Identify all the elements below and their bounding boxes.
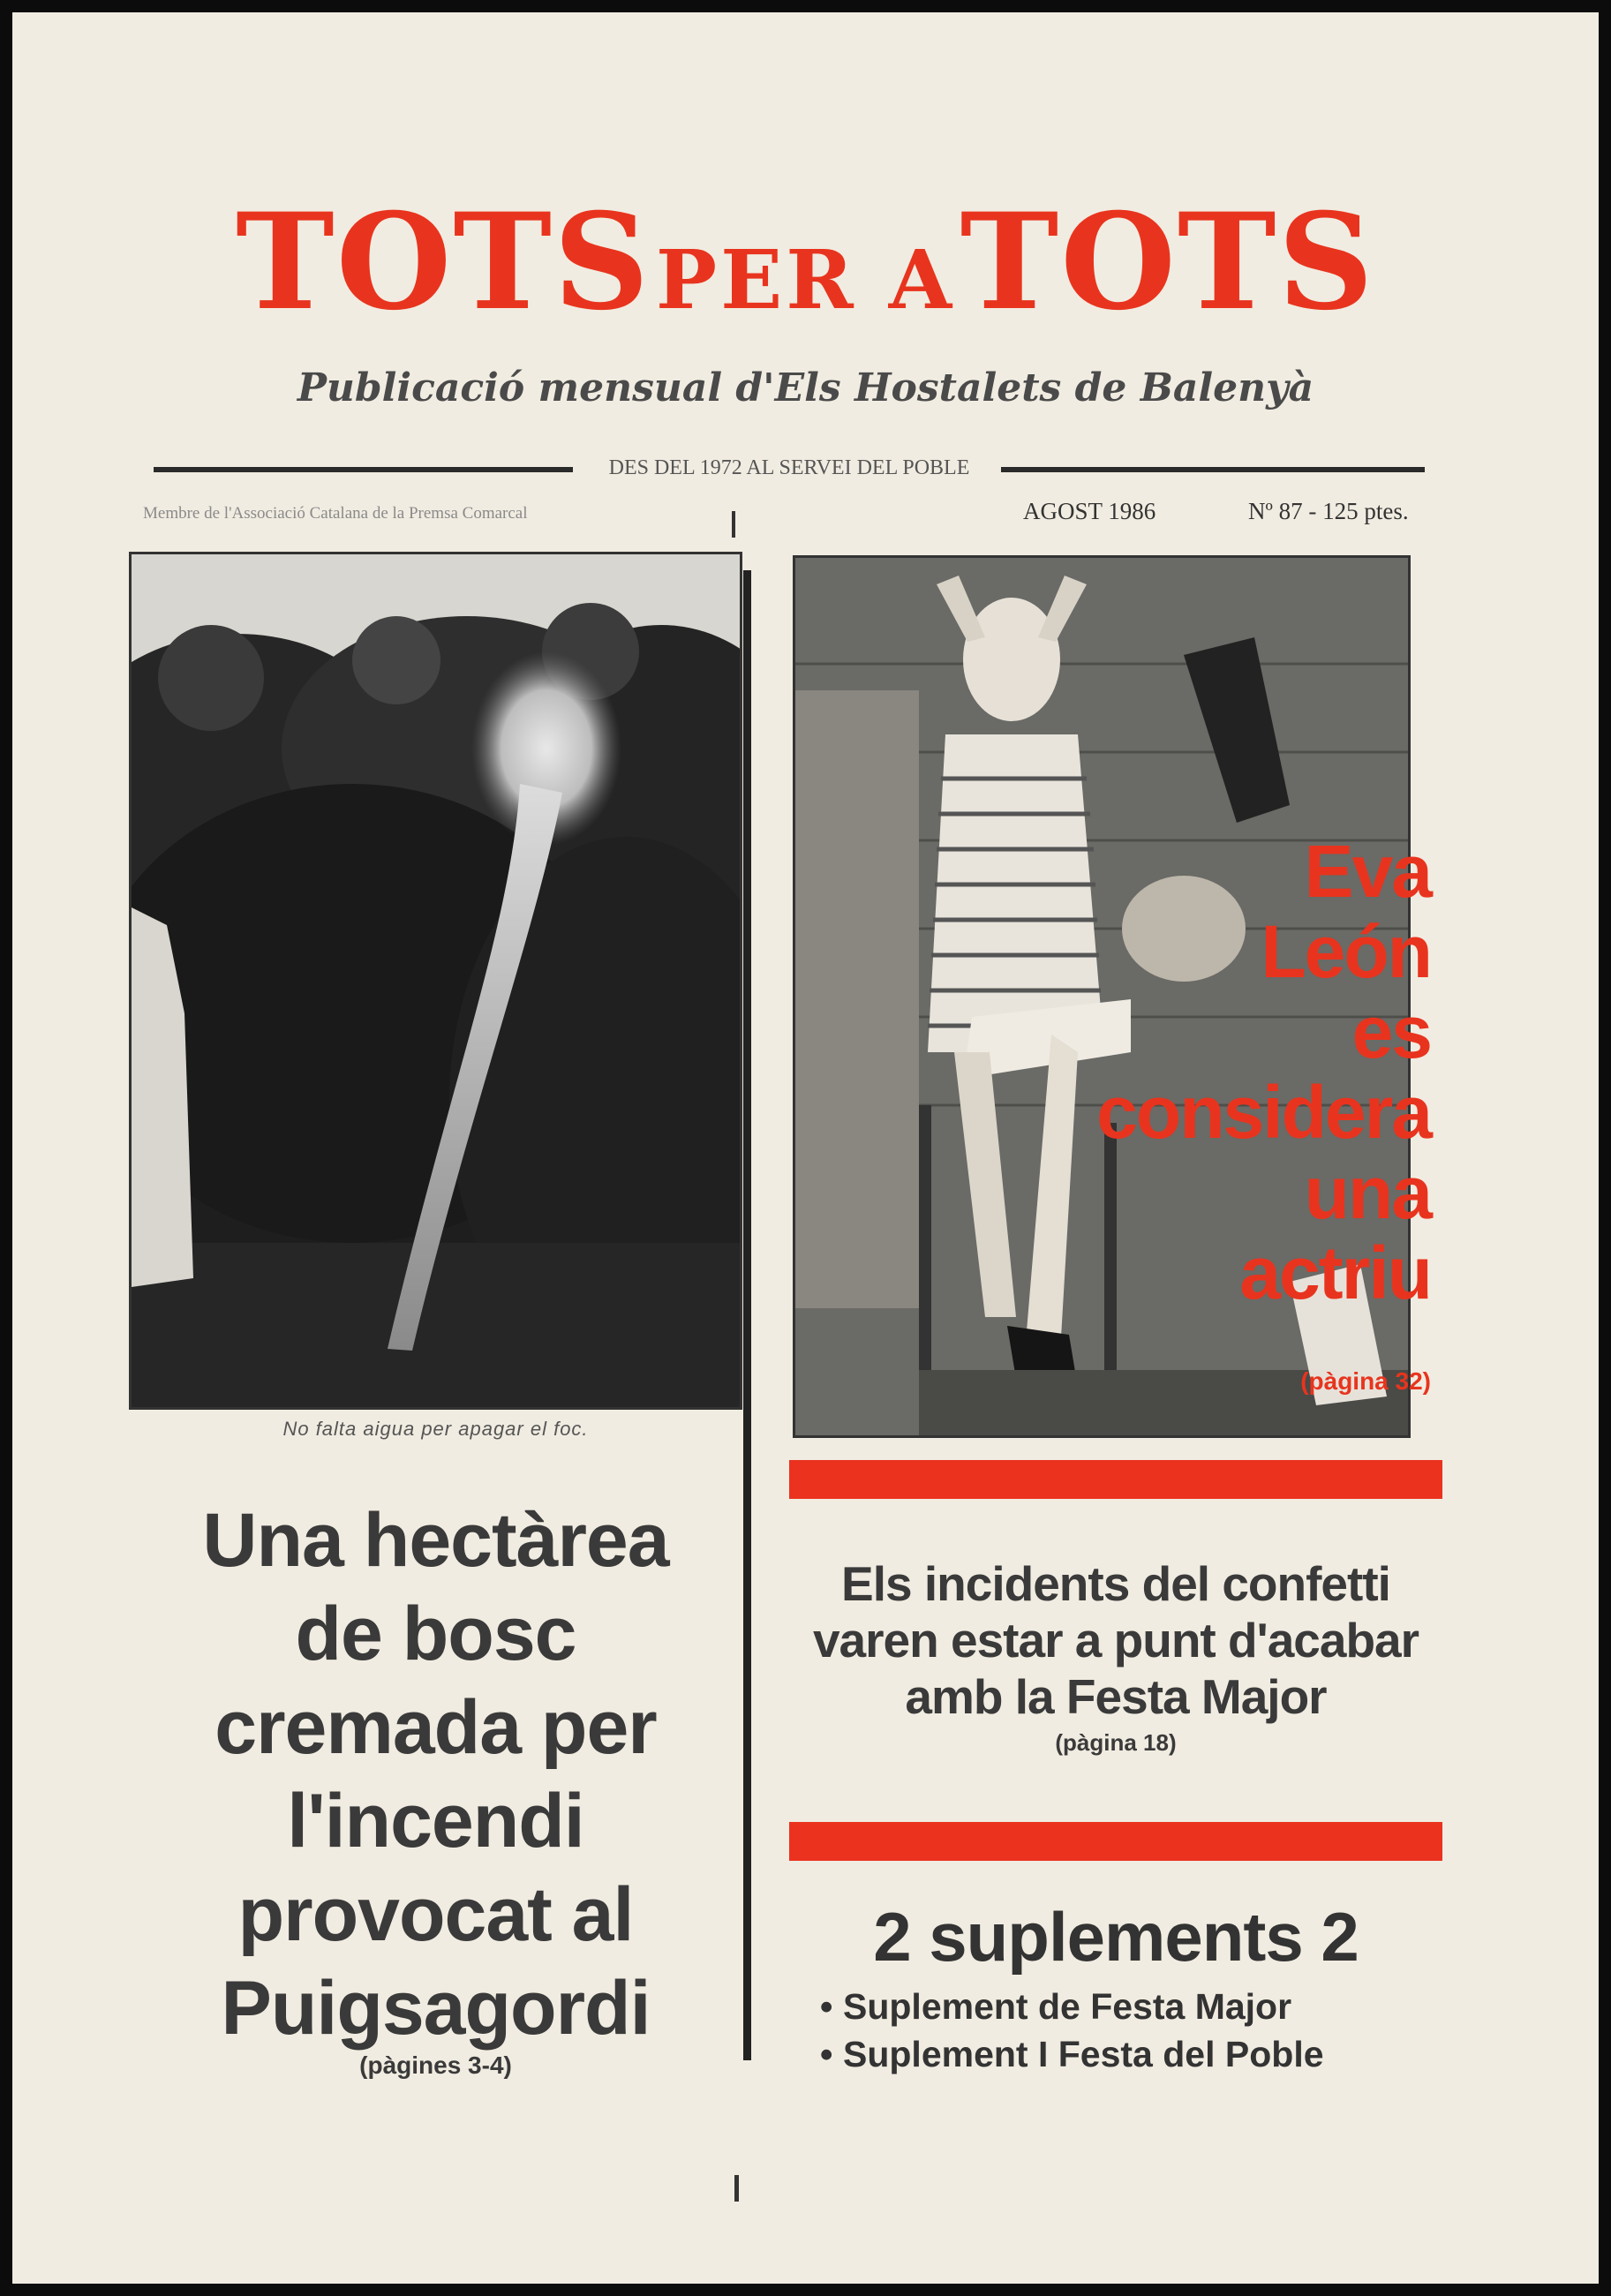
masthead-title	[12, 184, 1599, 340]
red-band-bottom	[789, 1822, 1442, 1861]
fire-photo-caption: No falta aigua per apagar el foc.	[282, 1418, 589, 1440]
fire-page-ref: (pàgines 3-4)	[359, 2051, 512, 2079]
newspaper-page	[12, 12, 1599, 2284]
fire-headline-line: Puigsagordi	[221, 1966, 651, 2051]
supplements-list	[820, 1983, 1324, 2078]
eva-line: es	[1351, 990, 1431, 1073]
footer-mark	[734, 2175, 739, 2202]
confetti-headline-line: varen estar a punt d'acabar	[812, 1613, 1419, 1667]
red-band-top	[789, 1460, 1442, 1499]
supplement-item-label: Suplement I Festa del Poble	[843, 2034, 1324, 2074]
confetti-headline-line: Els incidents del confetti	[841, 1556, 1390, 1611]
masthead-word-2: PER A	[655, 232, 956, 327]
eva-line: una	[1304, 1151, 1431, 1234]
fire-headline-line: l'incendi	[287, 1779, 584, 1863]
rule-left	[154, 467, 573, 472]
confetti-page-ref: (pàgina 18)	[1055, 1729, 1177, 1756]
eva-line: Eva	[1304, 830, 1431, 913]
fire-headline-line: cremada per	[215, 1685, 657, 1770]
fire-headline-line: provocat al	[237, 1872, 634, 1957]
eva-line: actriu	[1239, 1231, 1431, 1314]
column-tick	[732, 511, 735, 538]
supplement-item	[820, 2030, 1324, 2078]
supplements-title: 2 suplements 2	[873, 1898, 1359, 1976]
eva-line: considera	[1096, 1071, 1431, 1154]
fire-headline-line: Una hectàrea	[202, 1498, 669, 1583]
tagline-rule	[154, 456, 1425, 483]
issue-date: AGOST 1986	[1023, 498, 1156, 524]
rule-right	[1001, 467, 1425, 472]
issue-number-price: Nº 87 - 125 ptes.	[1248, 498, 1409, 524]
confetti-headline-line: amb la Festa Major	[905, 1669, 1327, 1724]
membership-line: Membre de l'Associació Catalana de la Premsa Comarcal	[143, 504, 528, 523]
supplement-item	[820, 1983, 1324, 2030]
confetti-headline	[780, 1555, 1451, 1725]
masthead-subtitle: Publicació mensual d'Els Hostalets de Balenyà	[297, 365, 1314, 410]
fire-headline	[129, 1494, 742, 2055]
supplement-item-label: Suplement de Festa Major	[843, 1986, 1292, 2027]
fire-headline-line: de bosc	[295, 1592, 576, 1676]
eva-page-ref: (pàgina 32)	[1300, 1367, 1431, 1395]
bullet-icon: •	[820, 1986, 833, 2027]
fire-photo-image	[132, 554, 740, 1407]
eva-line: León	[1261, 910, 1431, 993]
tagline-text: DES DEL 1972 AL SERVEI DEL POBLE	[608, 456, 970, 479]
fire-photo	[129, 552, 742, 1410]
masthead-word-1: TOTS	[236, 184, 651, 340]
masthead-word-3: TOTS	[960, 184, 1375, 340]
bullet-icon: •	[820, 2034, 833, 2074]
column-divider	[743, 570, 751, 2060]
eva-leon-headline	[1096, 832, 1431, 1314]
